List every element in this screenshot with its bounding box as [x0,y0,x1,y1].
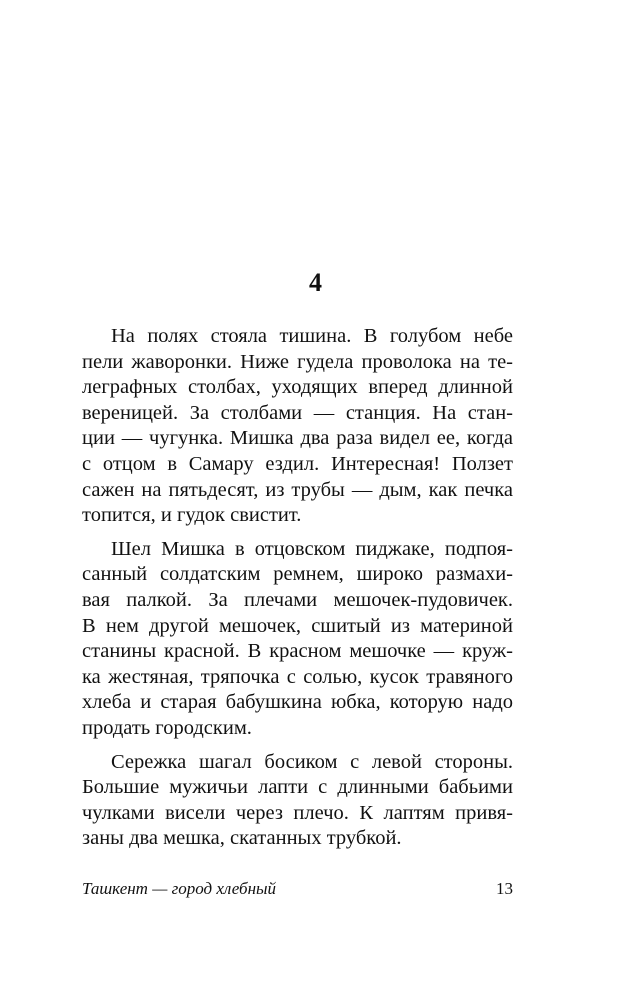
text-line: ции — чугунка. Мишка два раза видел ее, когда [82,427,513,450]
chapter-body [82,324,513,860]
text-line: заны два мешка, скатанных трубкой. [82,827,402,850]
page-number: 13 [496,879,513,898]
text-line: с отцом в Самару ездил. Интересная! Ползет [82,452,513,475]
paragraph-3 [82,750,513,852]
page-footer [82,876,513,902]
text-line: станины красной. В красном мешочке — круж- [82,640,513,663]
text-line: чулками висели через плечо. К лаптям привя- [82,801,513,824]
text-line: вая палкой. За плечами мешочек-пудовичек. [82,588,513,611]
text-line: леграфных столбах, уходящих вперед длинной [82,376,513,399]
text-line: В нем другой мешочек, сшитый из материной [82,614,513,637]
text-line: пели жаворонки. Ниже гудела проволока на те- [82,350,513,373]
text-line: топится, и гудок свистит. [82,504,302,527]
text-line: Сережка шагал босиком с левой стороны. [111,750,513,773]
running-title: Ташкент — город хлебный [82,879,277,898]
text-line: санный солдатским ремнем, широко размахи- [82,563,513,586]
paragraph-1 [82,324,513,529]
text-line: На полях стояла тишина. В голубом небе [111,325,513,347]
chapter-number: 4 [309,268,322,297]
text-line: Шел Мишка в отцовском пиджаке, подпоя- [111,537,513,560]
text-line: вереницей. За столбами — станция. На стан- [82,401,513,424]
text-line: Большие мужичьи лапти с длинными бабьими [82,776,513,799]
paragraph-2 [82,537,513,742]
text-line: сажен на пятьдесят, из трубы — дым, как печка [82,478,513,501]
text-line: продать городским. [82,716,252,739]
text-line: ка жестяная, тряпочка с солью, кусок травяного [82,665,513,688]
text-line: хлеба и старая бабушкина юбка, которую надо [82,691,513,714]
